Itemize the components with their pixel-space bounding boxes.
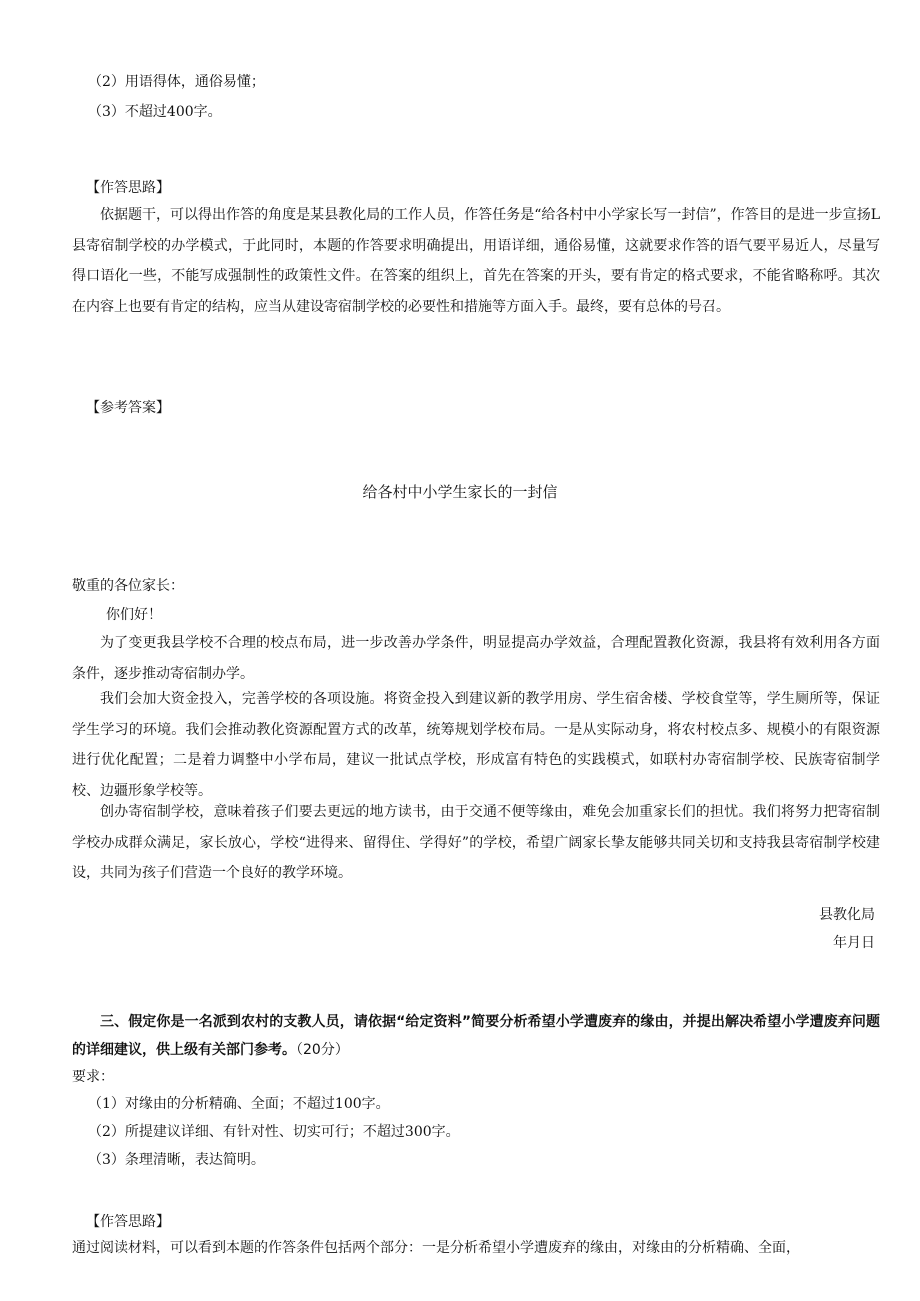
approach-paragraph: 依据题干，可以得出作答的角度是某县教化局的工作人员，作答任务是“给各村中小学家长写一封信”，作答目的是进一步宣扬L县寄宿制学校的办学模式，于此同时，本题的作答要求明确提出，用语详细，通俗易懂，这就要求作答的语气要平易近人，尽量写得口语化一些，不能写成强制性的政策性文件。在答案的组织上，首先在答案的开头，要有肯定的格式要求，不能省略称呼。其次在内容上也要有肯定的结构，应当从建设寄宿制学校的必要性和措施等方面入手。最终，要有总体的号召。 xyxy=(72,207,880,315)
requirement-item: （3）不超过400字。 xyxy=(88,104,222,120)
question-3-body: 三、假定你是一名派到农村的支教人员，请依据“给定资料”简要分析希望小学遭废弃的缘由，并提出解决希望小学遭废弃问题的详细建议，供上级有关部门参考。 xyxy=(72,1014,880,1058)
question-3-points: （20分） xyxy=(296,1042,349,1058)
section-heading-approach: 【作答思路】 xyxy=(86,180,170,196)
letter-paragraph: 我们会加大资金投入，完善学校的各项设施。将资金投入到建议新的教学用房、学生宿舍楼、学校食堂等，学生厕所等，保证学生学习的环境。我们会推动教化资源配置方式的改革，统筹规划学校布局。一是从实际动身，将农村校点多、规模小的有限资源进行优化配置；二是着力调整中小学布局，建议一批试点学校，形成富有特色的实践模式，如联村办寄宿制学校、民族寄宿制学校、边疆形象学校等。 xyxy=(72,691,880,799)
requirement-item: （2）用语得体，通俗易懂； xyxy=(88,74,265,90)
requirement-item: （1）对缘由的分析精确、全面；不超过100字。 xyxy=(88,1096,390,1112)
section-heading-approach-2: 【作答思路】 xyxy=(86,1214,170,1230)
requirement-item: （2）所提建议详细、有针对性、切实可行；不超过300字。 xyxy=(88,1124,460,1140)
letter-paragraph: 为了变更我县学校不合理的校点布局，进一步改善办学条件，明显提高办学效益，合理配置教化资源，我县将有效利用各方面条件，逐步推动寄宿制办学。 xyxy=(72,635,880,682)
letter-signature: 县教化局 xyxy=(819,907,875,923)
letter-date: 年月日 xyxy=(833,935,875,951)
letter-title: 给各村中小学生家长的一封信 xyxy=(362,483,558,501)
section-heading-answer: 【参考答案】 xyxy=(86,400,170,416)
requirements-label: 要求： xyxy=(72,1069,114,1085)
requirement-item: （3）条理清晰，表达简明。 xyxy=(88,1152,265,1168)
approach-paragraph-2: 通过阅读材料，可以看到本题的作答条件包括两个部分：一是分析希望小学遭废弃的缘由，对缘由的分析精确、全面， xyxy=(72,1240,800,1256)
letter-salutation: 敬重的各位家长： xyxy=(72,578,184,594)
letter-greeting: 你们好！ xyxy=(106,607,162,623)
question-3-text xyxy=(72,1008,880,1064)
letter-paragraph: 创办寄宿制学校，意味着孩子们要去更远的地方读书，由于交通不便等缘由，难免会加重家长们的担忧。我们将努力把寄宿制学校办成群众满足，家长放心，学校“进得来、留得住、学得好”的学校，希望广阔家长挚友能够共同关切和支持我县寄宿制学校建设，共同为孩子们营造一个良好的教学环境。 xyxy=(72,804,880,881)
